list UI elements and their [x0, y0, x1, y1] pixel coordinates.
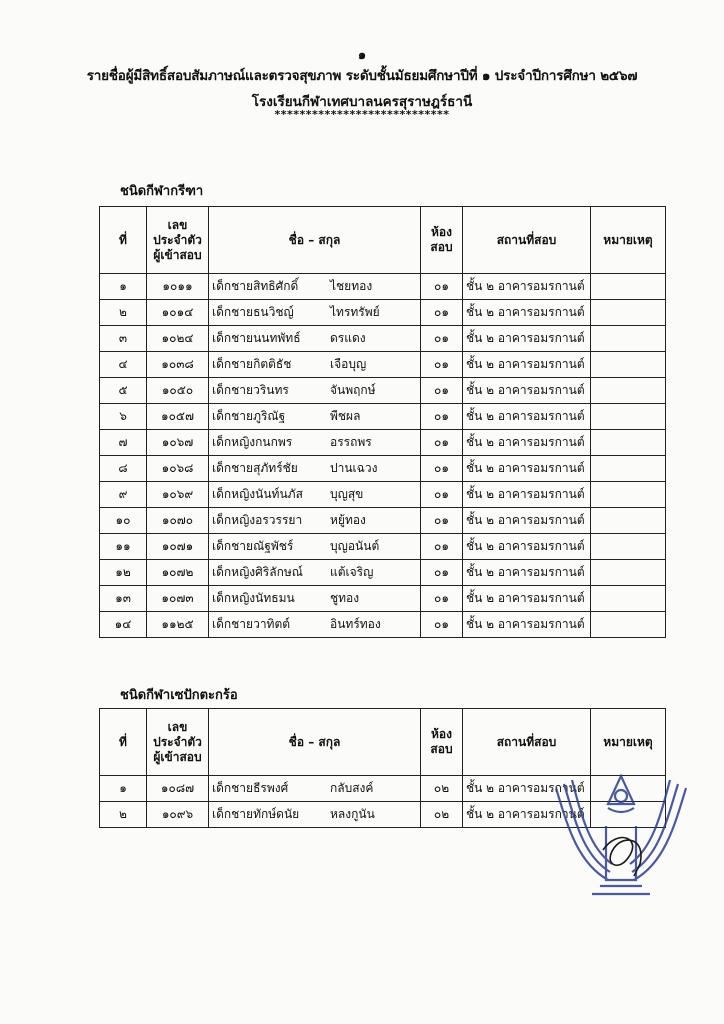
header-name [209, 207, 421, 274]
row-room: ๐๑ [421, 274, 463, 300]
row-index: ๑๓ [100, 586, 147, 612]
row-name [209, 776, 421, 802]
table-row [100, 300, 666, 326]
row-note [591, 430, 666, 456]
table-row [100, 378, 666, 404]
row-room: ๐๑ [421, 534, 463, 560]
first-name: เด็กชายธนวิชญ์ [212, 305, 294, 319]
row-place: ชั้น ๒ อาคารอมรกานต์ [463, 404, 591, 430]
school-seal-icon [548, 768, 694, 916]
header-name-text: ชื่อ – สกุล [288, 734, 341, 749]
header-note-text: หมายเหตุ [603, 734, 653, 749]
first-name: เด็กชายวาทิตต์ [212, 617, 291, 631]
header-index [100, 709, 147, 776]
row-note [591, 378, 666, 404]
row-note [591, 560, 666, 586]
last-name: แต้เจริญ [330, 565, 374, 579]
table-row [100, 508, 666, 534]
row-name [209, 378, 421, 404]
section-label-athletics: ชนิดกีฬากรีฑา [120, 184, 204, 199]
header-place [463, 709, 591, 776]
row-place: ชั้น ๒ อาคารอมรกานต์ [463, 430, 591, 456]
last-name: กลับสงค์ [330, 781, 374, 795]
row-index: ๑๔ [100, 612, 147, 638]
row-exam-id: ๑๐๑๑ [147, 274, 209, 300]
row-name [209, 802, 421, 828]
row-exam-id: ๑๐๘๗ [147, 776, 209, 802]
page-number: ๑ [357, 48, 367, 63]
row-place: ชั้น ๒ อาคารอมรกานต์ [463, 802, 591, 828]
row-name [209, 352, 421, 378]
first-name: เด็กหญิงอรวรรยา [212, 513, 303, 527]
header-name [209, 709, 421, 776]
row-place: ชั้น ๒ อาคารอมรกานต์ [463, 378, 591, 404]
header-room-text: ห้อง [431, 727, 452, 741]
last-name: หลงกูนัน [330, 807, 375, 821]
table-header-row [100, 207, 666, 274]
document-title: รายชื่อผู้มีสิทธิ์สอบสัมภาษณ์และตรวจสุขภาพ ระดับชั้นมัธยมศึกษาปีที่ ๑ ประจำปีการศึกษา ๒๕๖๗ [86, 68, 638, 84]
header-exam-id [147, 709, 209, 776]
header-note [591, 709, 666, 776]
row-note [591, 300, 666, 326]
row-note [591, 352, 666, 378]
row-exam-id: ๑๐๙๖ [147, 802, 209, 828]
header-exam-id-text: ผู้เข้าสอบ [153, 749, 202, 764]
row-name [209, 274, 421, 300]
row-exam-id: ๑๐๑๔ [147, 300, 209, 326]
row-room: ๐๑ [421, 560, 463, 586]
first-name: เด็กชายสิทธิศักดิ์ [212, 279, 299, 293]
row-name [209, 508, 421, 534]
last-name: พืชผล [330, 409, 361, 423]
row-index: ๕ [100, 378, 147, 404]
row-name [209, 482, 421, 508]
first-name: เด็กชายกิตติธัช [212, 357, 292, 371]
first-name: เด็กชายทักษ์ดนัย [212, 807, 300, 821]
row-place: ชั้น ๒ อาคารอมรกานต์ [463, 560, 591, 586]
table-row [100, 612, 666, 638]
row-exam-id: ๑๑๒๕ [147, 612, 209, 638]
row-room: ๐๑ [421, 430, 463, 456]
row-place: ชั้น ๒ อาคารอมรกานต์ [463, 352, 591, 378]
row-index: ๒ [100, 300, 147, 326]
row-exam-id: ๑๐๗๑ [147, 534, 209, 560]
row-note [591, 404, 666, 430]
table-row [100, 534, 666, 560]
last-name: จันพฤกษ์ [330, 383, 376, 397]
last-name: อรรถพร [330, 435, 372, 449]
header-room-text: สอบ [430, 742, 453, 756]
row-place: ชั้น ๒ อาคารอมรกานต์ [463, 776, 591, 802]
last-name: ดรแดง [330, 331, 366, 345]
row-index: ๗ [100, 430, 147, 456]
row-room: ๐๑ [421, 612, 463, 638]
row-name [209, 612, 421, 638]
row-exam-id: ๑๐๗๐ [147, 508, 209, 534]
last-name: บุญอนันต์ [330, 539, 380, 553]
header-place-text: สถานที่สอบ [496, 734, 557, 749]
last-name: ชูทอง [330, 591, 360, 605]
row-room: ๐๑ [421, 456, 463, 482]
row-name [209, 404, 421, 430]
row-exam-id: ๑๐๖๙ [147, 482, 209, 508]
header-room [421, 207, 463, 274]
first-name: เด็กหญิงนัทธมน [212, 591, 295, 605]
row-place: ชั้น ๒ อาคารอมรกานต์ [463, 508, 591, 534]
header-room-text: ห้อง [431, 225, 452, 239]
first-name: เด็กหญิงศิริลักษณ์ [212, 565, 303, 579]
first-name: เด็กชายภูริณัฐ [212, 409, 286, 423]
first-name: เด็กหญิงกนกพร [212, 435, 293, 449]
row-note [591, 508, 666, 534]
header-note-text: หมายเหตุ [603, 232, 653, 247]
row-exam-id: ๑๐๖๗ [147, 430, 209, 456]
row-note [591, 534, 666, 560]
row-index: ๑๒ [100, 560, 147, 586]
row-room: ๐๒ [421, 802, 463, 828]
first-name: เด็กชายวรินทร [212, 383, 289, 397]
table-row [100, 430, 666, 456]
row-exam-id: ๑๐๕๗ [147, 404, 209, 430]
table-row [100, 274, 666, 300]
row-index: ๑๐ [100, 508, 147, 534]
header-exam-id-text: เลข [167, 217, 188, 232]
row-index: ๑ [100, 776, 147, 802]
last-name: เจือบุญ [330, 357, 367, 371]
row-note [591, 456, 666, 482]
row-note [591, 326, 666, 352]
table-row [100, 352, 666, 378]
row-note [591, 482, 666, 508]
header-exam-id-text: ประจำตัว [153, 232, 202, 247]
last-name: ไชยทอง [330, 279, 373, 293]
header-room [421, 709, 463, 776]
row-room: ๐๑ [421, 300, 463, 326]
row-place: ชั้น ๒ อาคารอมรกานต์ [463, 456, 591, 482]
row-index: ๒ [100, 802, 147, 828]
header-exam-id-text: เลข [167, 719, 188, 734]
row-index: ๘ [100, 456, 147, 482]
row-name [209, 534, 421, 560]
row-note [591, 586, 666, 612]
row-exam-id: ๑๐๕๐ [147, 378, 209, 404]
header-place [463, 207, 591, 274]
row-name [209, 326, 421, 352]
last-name: บุญสุข [330, 487, 364, 501]
row-name [209, 456, 421, 482]
row-index: ๑ [100, 274, 147, 300]
row-place: ชั้น ๒ อาคารอมรกานต์ [463, 300, 591, 326]
row-exam-id: ๑๐๖๘ [147, 456, 209, 482]
first-name: เด็กชายธีรพงศ์ [212, 781, 289, 795]
row-place: ชั้น ๒ อาคารอมรกานต์ [463, 274, 591, 300]
first-name: เด็กหญิงนันท์นภัส [212, 487, 303, 501]
athletics-table [99, 206, 666, 638]
row-name [209, 560, 421, 586]
row-room: ๐๑ [421, 482, 463, 508]
row-exam-id: ๑๐๒๔ [147, 326, 209, 352]
table-row [100, 560, 666, 586]
row-room: ๐๑ [421, 404, 463, 430]
row-room: ๐๑ [421, 326, 463, 352]
table-row [100, 482, 666, 508]
header-index-text: ที่ [119, 232, 127, 247]
row-exam-id: ๑๐๓๘ [147, 352, 209, 378]
row-room: ๐๑ [421, 378, 463, 404]
last-name: อินทร์ทอง [330, 617, 381, 631]
row-index: ๔ [100, 352, 147, 378]
last-name: ไทรทรัพย์ [330, 305, 380, 319]
header-note [591, 207, 666, 274]
section-label-sepak-takraw: ชนิดกีฬาเซปักตะกร้อ [120, 688, 238, 703]
header-index [100, 207, 147, 274]
row-exam-id: ๑๐๗๓ [147, 586, 209, 612]
first-name: เด็กชายณัฐพัชร์ [212, 539, 294, 553]
header-exam-id-text: ผู้เข้าสอบ [153, 247, 202, 262]
header-place-text: สถานที่สอบ [496, 232, 557, 247]
row-place: ชั้น ๒ อาคารอมรกานต์ [463, 482, 591, 508]
row-note [591, 612, 666, 638]
school-name: โรงเรียนกีฬาเทศบาลนครสุราษฎร์ธานี [251, 94, 473, 110]
row-index: ๑๑ [100, 534, 147, 560]
star-divider: **************************** [274, 108, 450, 121]
last-name: ปานเฉวง [330, 461, 378, 475]
row-place: ชั้น ๒ อาคารอมรกานต์ [463, 326, 591, 352]
row-place: ชั้น ๒ อาคารอมรกานต์ [463, 586, 591, 612]
row-room: ๐๑ [421, 586, 463, 612]
row-room: ๐๑ [421, 352, 463, 378]
header-index-text: ที่ [119, 734, 127, 749]
row-room: ๐๒ [421, 776, 463, 802]
header-room-text: สอบ [430, 240, 453, 254]
table-row [100, 456, 666, 482]
row-index: ๓ [100, 326, 147, 352]
table-row [100, 586, 666, 612]
first-name: เด็กชายสุภัทร์ชัย [212, 461, 298, 475]
row-index: ๖ [100, 404, 147, 430]
row-exam-id: ๑๐๗๒ [147, 560, 209, 586]
header-exam-id [147, 207, 209, 274]
row-name [209, 430, 421, 456]
last-name: หยู้ทอง [330, 513, 366, 527]
row-name [209, 586, 421, 612]
row-place: ชั้น ๒ อาคารอมรกานต์ [463, 534, 591, 560]
table-row [100, 326, 666, 352]
table-header-row [100, 709, 666, 776]
row-index: ๙ [100, 482, 147, 508]
row-name [209, 300, 421, 326]
header-exam-id-text: ประจำตัว [153, 734, 202, 749]
row-room: ๐๑ [421, 508, 463, 534]
row-note [591, 274, 666, 300]
row-place: ชั้น ๒ อาคารอมรกานต์ [463, 612, 591, 638]
table-row [100, 404, 666, 430]
header-name-text: ชื่อ – สกุล [288, 232, 341, 247]
first-name: เด็กชายนนทพัทธ์ [212, 331, 301, 345]
